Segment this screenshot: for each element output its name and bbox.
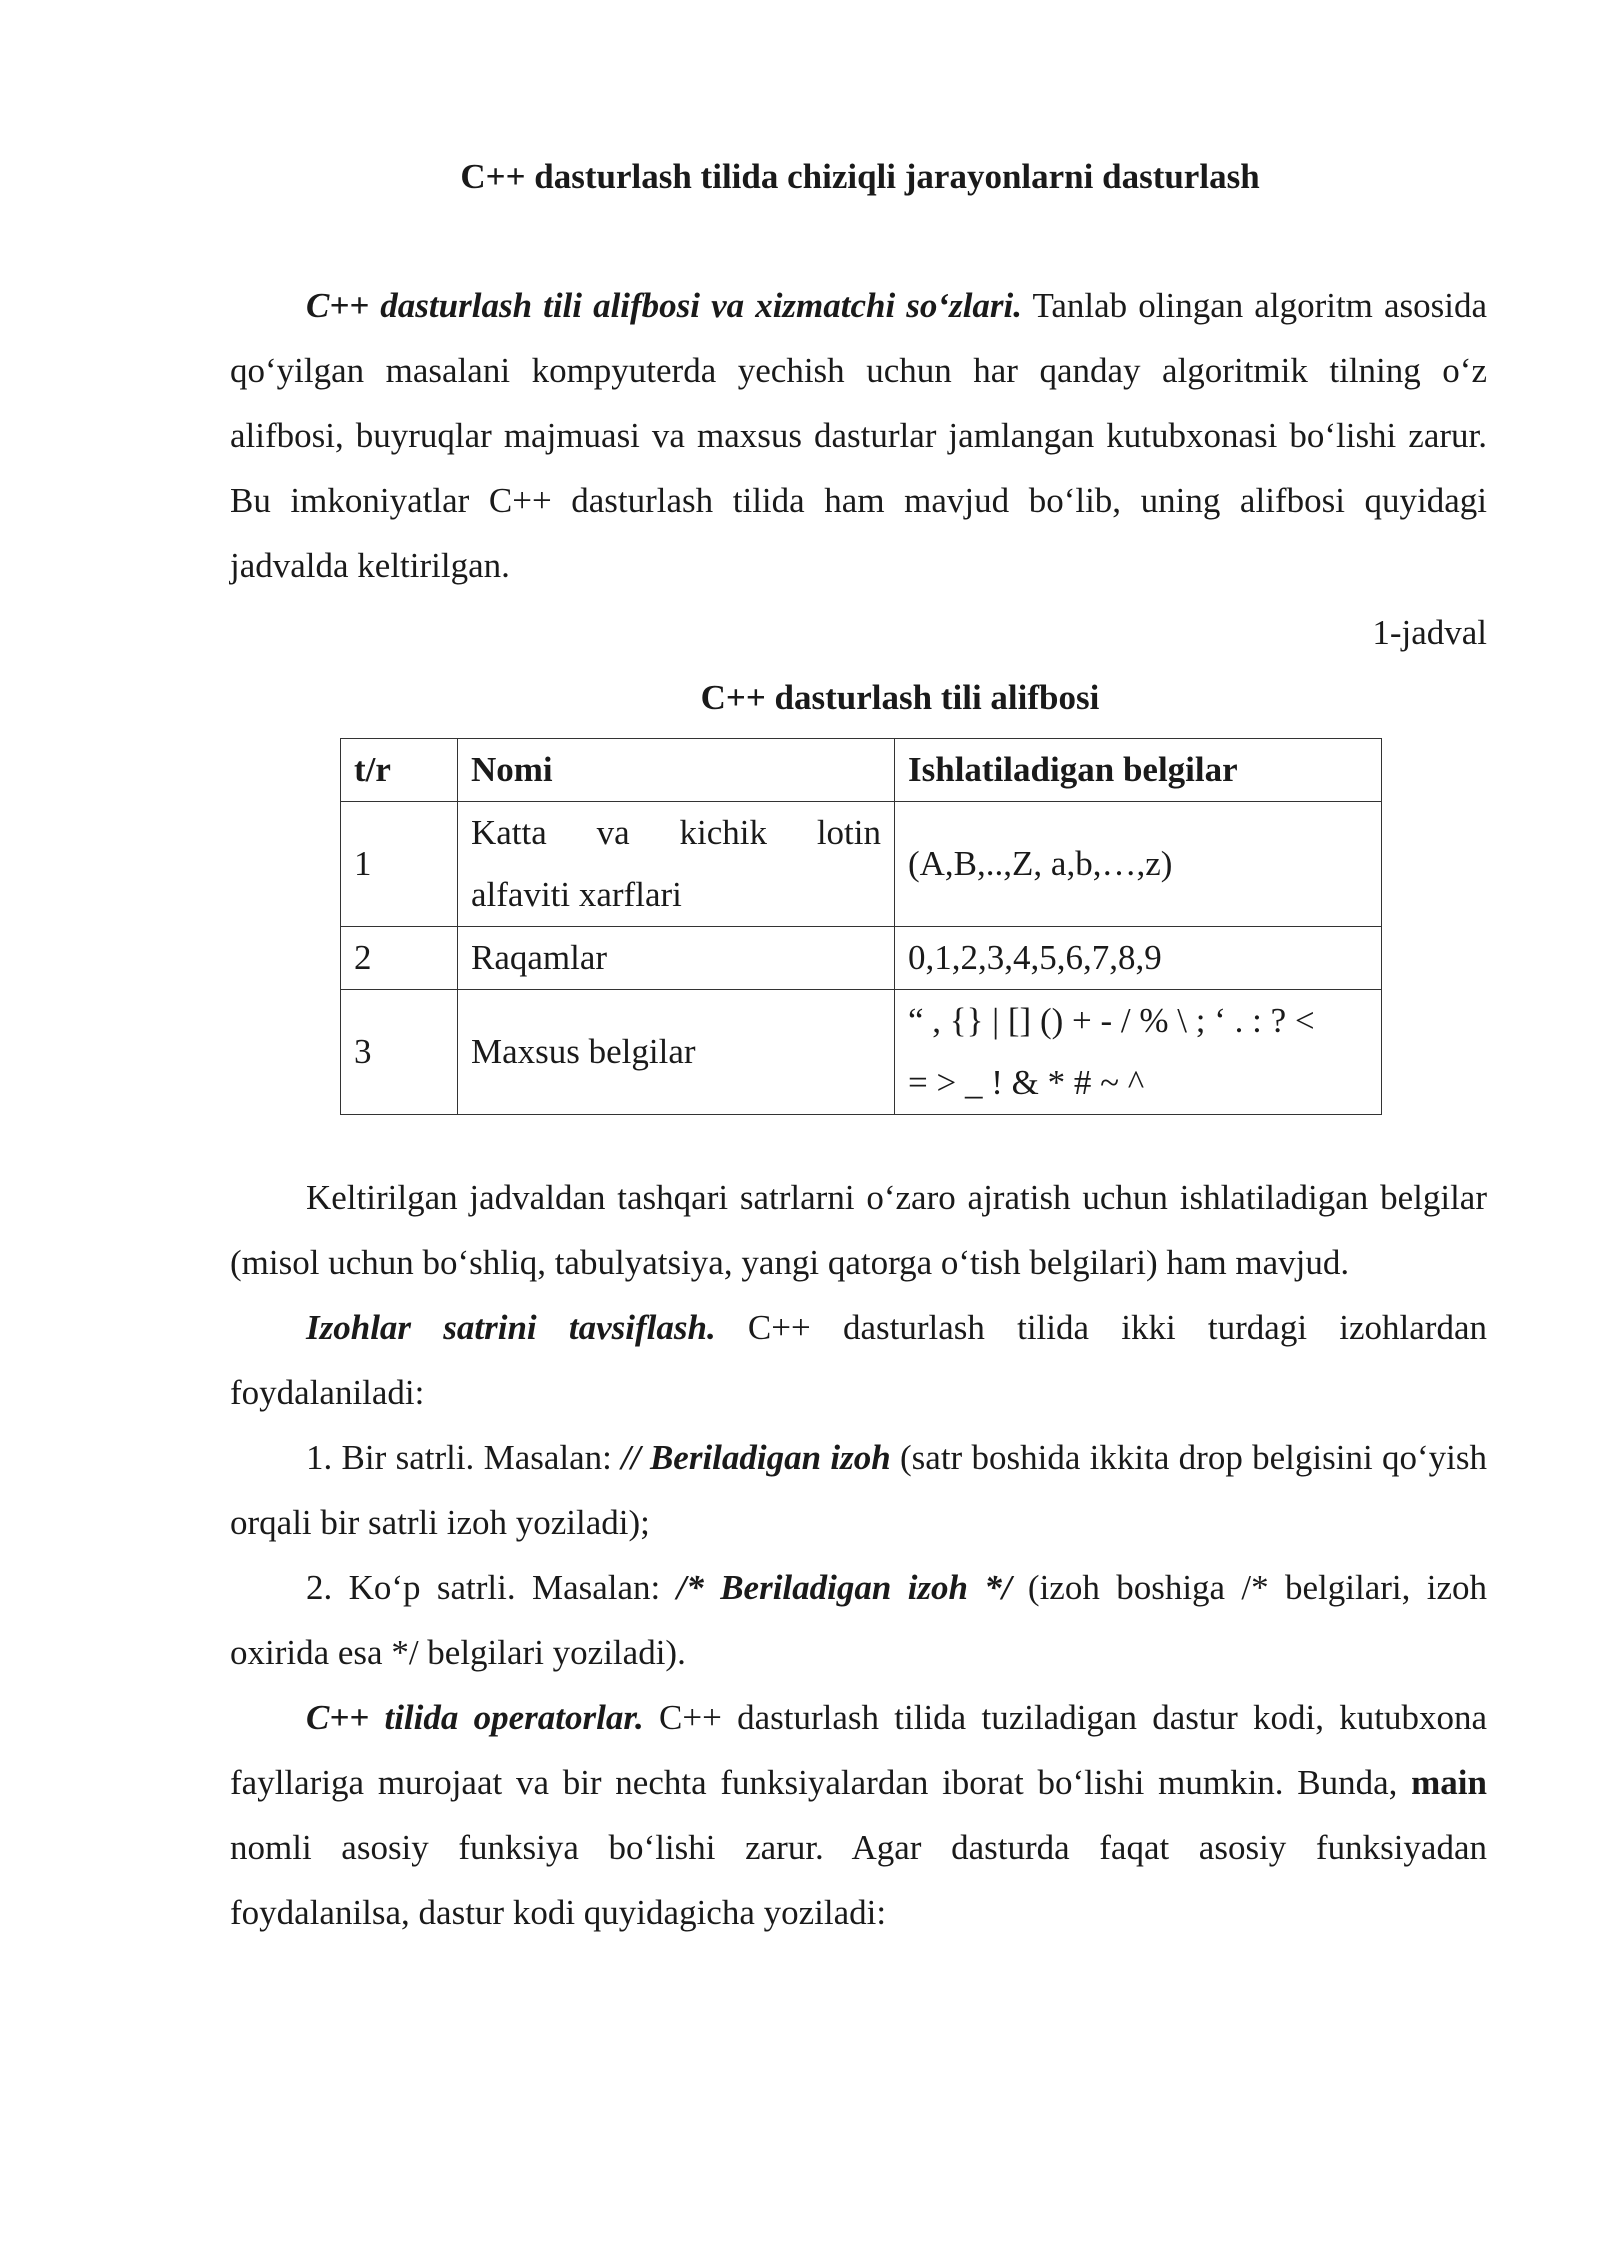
intro-section [230,273,1487,598]
intro-paragraph [230,273,1487,598]
comment-item-1 [230,1425,1487,1555]
comment-item-2 [230,1555,1487,1685]
row-chars: 0,1,2,3,4,5,6,7,8,9 [895,927,1382,990]
item2-code: /* Beriladigan izoh */ [676,1568,1012,1607]
row-name: Maxsus belgilar [458,990,895,1115]
row-number: 3 [341,990,458,1115]
alphabet-table [340,738,1382,1115]
operators-paragraph [230,1685,1487,1945]
operators-text-2: nomli asosiy funksiya bo‘lishi zarur. Agar dasturda faqat asosiy funksiyadan foydalanilsa, dastur kodi quyidagicha yoziladi: [230,1828,1487,1932]
row-name: Raqamlar [458,927,895,990]
item2-pre: 2. Ko‘p satrli. Masalan: [306,1568,677,1607]
row-name-line: alfaviti xarflari [471,875,682,914]
row-name [458,802,895,927]
row-chars [895,990,1382,1115]
table-row [341,927,1382,990]
para-after-table: Keltirilgan jadvaldan tashqari satrlarni o‘zaro ajratish uchun ishlatiladigan belgilar (misol uchun bo‘shliq, tabulyatsiya, yangi qatorga o‘tish belgilari) ham mavjud. [230,1178,1487,1282]
table-row [341,802,1382,927]
item1-pre: 1. Bir satrli. Masalan: [306,1438,622,1477]
comments-text: C++ dasturlash tilida ikki turdagi izohlardan foydalaniladi: [230,1308,1488,1412]
item1-post: (satr boshida ikkita drop belgisini qo‘yish orqali bir satrli izoh yoziladi); [230,1438,1487,1542]
table-number: 1-jadval [1372,613,1487,652]
page-title: C++ dasturlash tilida chiziqli jarayonlarni dasturlash [460,157,1260,196]
body-section [230,1165,1487,1945]
table-row [341,990,1382,1115]
header-nomi: Nomi [458,739,895,802]
main-keyword: main [1411,1763,1487,1802]
comments-heading: Izohlar satrini tavsiflash. [306,1308,716,1347]
row-chars-line: = > _ ! & * # ~ ^ [908,1063,1145,1102]
row-number: 2 [341,927,458,990]
table-caption: C++ dasturlash tili alifbosi [700,678,1100,717]
row-chars: (A,B,..,Z, a,b,…,z) [895,802,1382,927]
table-header-row [341,739,1382,802]
header-belgilar: Ishlatiladigan belgilar [895,739,1382,802]
comments-paragraph [230,1295,1487,1425]
operators-heading: C++ tilida operatorlar. [306,1698,644,1737]
row-name-line: Katta va kichik lotin [471,813,881,852]
row-number: 1 [341,802,458,927]
header-tr: t/r [341,739,458,802]
item2-post: (izoh boshiga /* belgilari, izoh oxirida esa */ belgilari yoziladi). [230,1568,1487,1672]
operators-text-1: C++ dasturlash tilida tuziladigan dastur kodi, kutubxona fayllariga murojaat va bir nechta funksiyalardan iborat bo‘lishi mumkin. Bunda, [230,1698,1487,1802]
intro-text: Tanlab olingan algoritm asosida qo‘yilgan masalani kompyuterda yechish uchun har qanday algoritmik tilning o‘z alifbosi, buyruqlar majmuasi va maxsus dasturlar jamlangan kutubxonasi bo‘lishi zarur. Bu imkoniyatlar C++ dasturlash tilida ham mavjud bo‘lib, uning alifbosi quyidagi jadvalda keltirilgan. [230,286,1487,585]
intro-heading: C++ dasturlash tili alifbosi va xizmatchi so‘zlari. [306,286,1023,325]
item1-code: // Beriladigan izoh [621,1438,891,1477]
row-chars-line: “ , {} | [] () + - / % \ ; ‘ . : ? < [908,1001,1315,1040]
